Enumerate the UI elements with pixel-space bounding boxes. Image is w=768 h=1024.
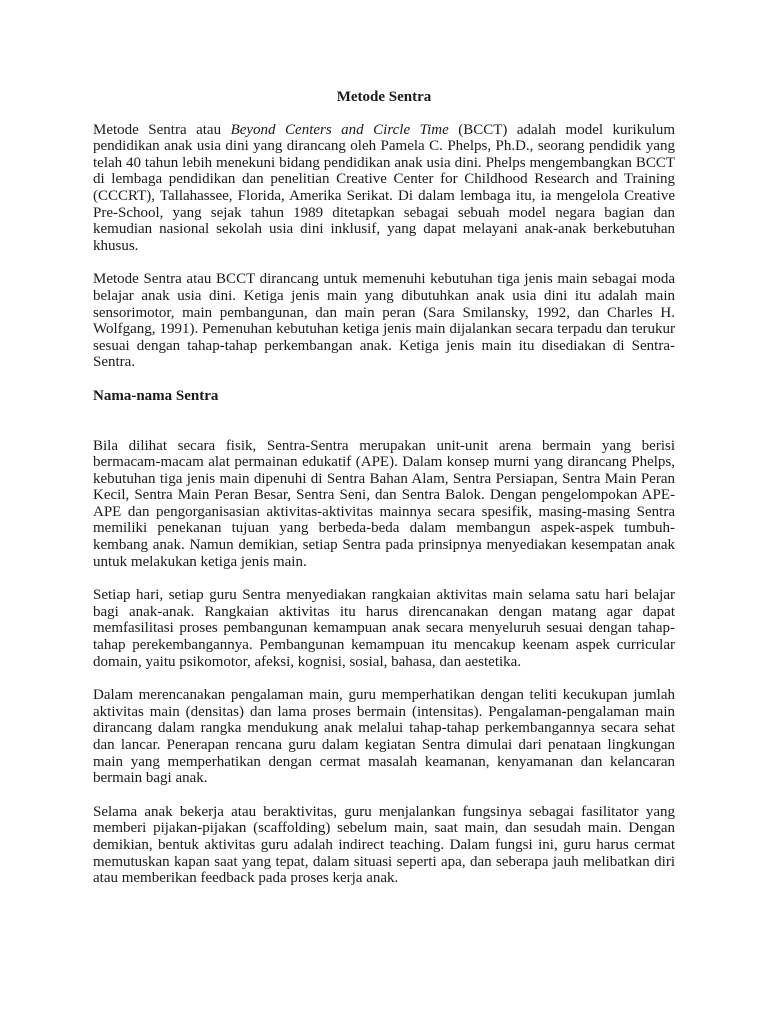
paragraph-intro [93, 122, 675, 255]
paragraph-bcct-purpose: Metode Sentra atau BCCT dirancang untuk memenuhi kebutuhan tiga jenis main sebagai moda belajar anak usia dini. Ketiga jenis main yang dibutuhkan anak usia dini itu adalah main sensorimotor, main pembangunan, dan main peran (Sara Smilansky, 1992, dan Charles H. Wolfgang, 1991). Pemenuhan kebutuhan ketiga jenis main dijalankan secara terpadu dan terukur sesuai dengan tahap-tahap perkembangan anak. Ketiga jenis main itu disediakan di Sentra-Sentra. [93, 271, 675, 371]
intro-text-start: Metode Sentra atau [93, 121, 231, 138]
paragraph-daily-activities: Setiap hari, setiap guru Sentra menyediakan rangkaian aktivitas main selama satu hari belajar bagi anak-anak. Rangkaian aktivitas itu harus direncanakan dengan matang agar dapat memfasilitasi proses pembangunan kemampuan anak secara menyeluruh sesuai dengan tahap-tahap perekembangannya. Pembangunan kemampuan itu mencakup keenam aspek curricular domain, yaitu psikomotor, afeksi, kognisi, sosial, bahasa, dan aestetika. [93, 587, 675, 670]
document-title: Metode Sentra [336, 89, 432, 105]
paragraph-facilitator: Selama anak bekerja atau beraktivitas, guru menjalankan fungsinya sebagai fasilitator yang memberi pijakan-pijakan (scaffolding) sebelum main, saat main, dan sesudah main. Dengan demikian, bentuk aktivitas guru adalah indirect teaching. Dalam fungsi ini, guru harus cermat memutuskan kapan saat yang tepat, dalam situasi seperti apa, dan seberapa jauh melibatkan diri atau memberikan feedback pada proses kerja anak. [93, 803, 675, 887]
intro-italic-term: Beyond Centers and Circle Time [230, 121, 449, 138]
paragraph-planning: Dalam merencanakan pengalaman main, guru memperhatikan dengan teliti kecukupan jumlah aktivitas main (densitas) dan lama proses bermain (intensitas). Pengalaman-pengalaman main dirancang dalam rangka mendukung anak melalui tahap-tahap perkembangannya secara sehat dan lancar. Penerapan rencana guru dalam kegiatan Sentra dimulai dari penataan lingkungan main yang memperhatikan dengan cermat masalah keamanan, kenyamanan dan kelancaran bermain bagi anak. [93, 687, 675, 787]
paragraph-sentra-physical: Bila dilihat secara fisik, Sentra-Sentra merupakan unit-unit arena bermain yang berisi bermacam-macam alat permainan edukatif (APE). Dalam konsep murni yang dirancang Phelps, kebutuhan tiga jenis main dipenuhi di Sentra Bahan Alam, Sentra Persiapan, Sentra Main Peran Kecil, Sentra Main Peran Besar, Sentra Seni, dan Sentra Balok. Dengan pengelompokan APE-APE dan pengorganisasian aktivitas-aktivitas mainnya secara spesifik, masing-masing Sentra memiliki penekanan tujuan yang berbeda-beda dalam membangun aspek-aspek tumbuh-kembang anak. Namun demikian, setiap Sentra pada prinsipnya menyediakan kesempatan anak untuk melakukan ketiga jenis main. [93, 437, 675, 570]
section-heading-nama-sentra: Nama-nama Sentra [93, 387, 219, 404]
intro-text-rest: (BCCT) adalah model kurikulum pendidikan anak usia dini yang dirancang oleh Pamela C. Phelps, Ph.D., seorang pendidik yang telah 40 tahun lebih menekuni bidang pendidikan anak usia dini. Phelps mengembangkan BCCT di lembaga pendidikan dan penelitian Creative Center for Childhood Research and Training (CCCRT), Tallahassee, Florida, Amerika Serikat. Di dalam lembaga itu, ia mengelola Creative Pre-School, yang sejak tahun 1989 ditetapkan sebagai sebuah model negara bagian dan kemudian nasional sekolah usia dini inklusif, yang dapat melayani anak-anak berkebutuhan khusus. [93, 121, 675, 254]
document-body [93, 89, 675, 904]
